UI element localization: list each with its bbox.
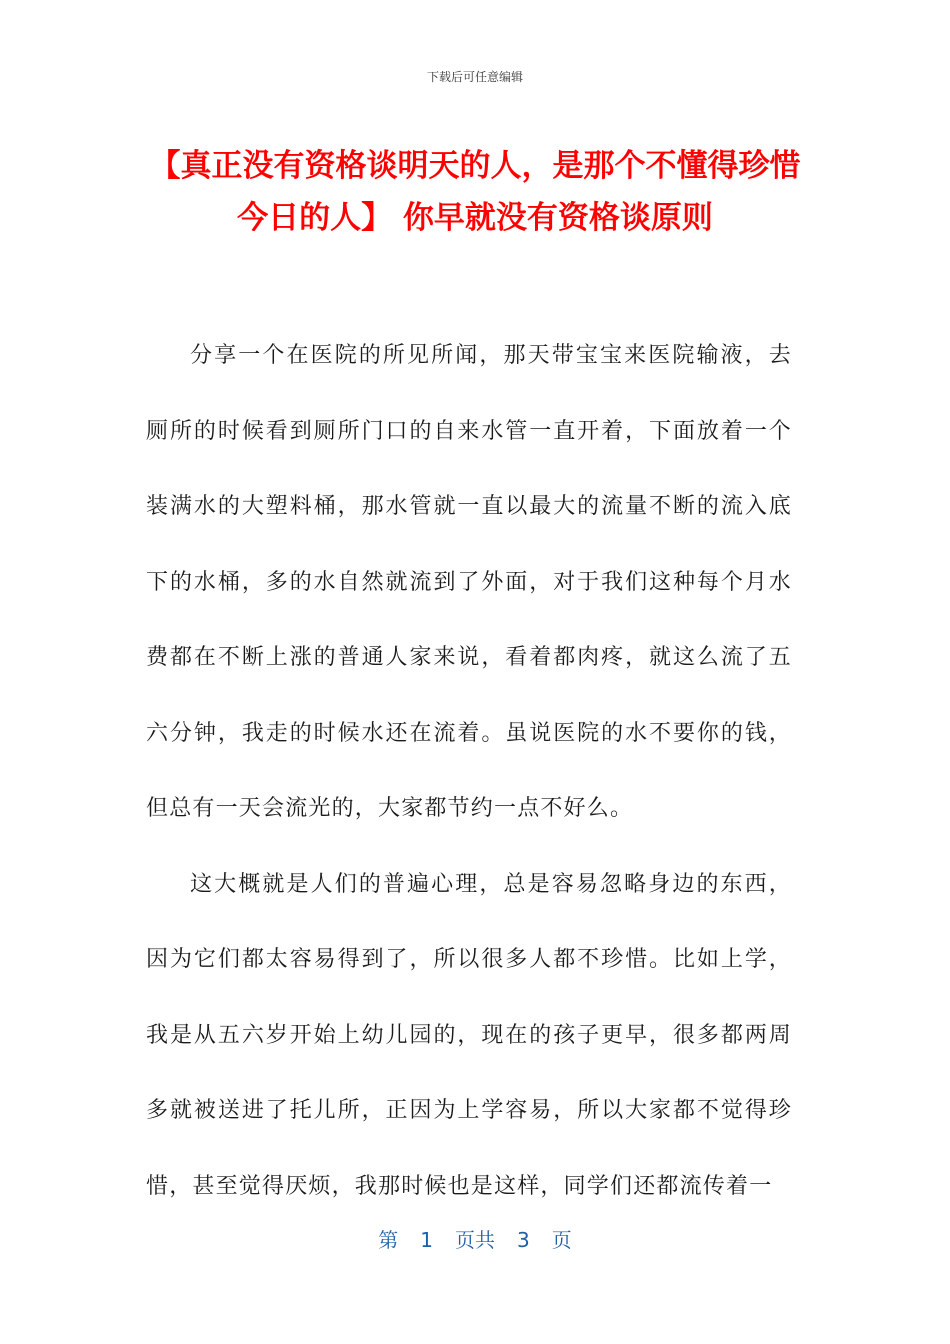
paragraph-1: 分享一个在医院的所见所闻，那天带宝宝来医院输液，去厕所的时候看到厕所门口的自来水管一直开着，下面放着一个装满水的大塑料桶，那水管就一直以最大的流量不断的流入底下的水桶，多的水自然就流到了外面，对于我们这种每个月水费都在不断上涨的普通人家来说，看着都肉疼，就这么流了五六分钟，我走的时候水还在流着。虽说医院的水不要你的钱，但总有一天会流光的，大家都节约一点不好么。 [146,343,792,821]
footer-page-mid: 页共 [455,1228,495,1252]
footer-page-suffix: 页 [551,1228,572,1252]
page-footer [0,1224,950,1253]
footer-page-prefix: 第 [378,1228,399,1252]
document-body [146,318,792,1224]
footer-total-pages: 3 [517,1228,530,1252]
footer-current-page: 1 [420,1228,433,1252]
document-title: 【真正没有资格谈明天的人，是那个不懂得珍惜今日的人】 你早就没有资格谈原则 [149,148,801,236]
header-note: 下载后可任意编辑 [426,70,523,84]
paragraph-2: 这大概就是人们的普遍心理，总是容易忽略身边的东西，因为它们都太容易得到了，所以很多人都不珍惜。比如上学，我是从五六岁开始上幼儿园的，现在的孩子更早，很多都两周多就被送进了托儿所，正因为上学容易，所以大家都不觉得珍惜，甚至觉得厌烦，我那时候也是这样，同学们还都流传着一 [146,871,792,1199]
